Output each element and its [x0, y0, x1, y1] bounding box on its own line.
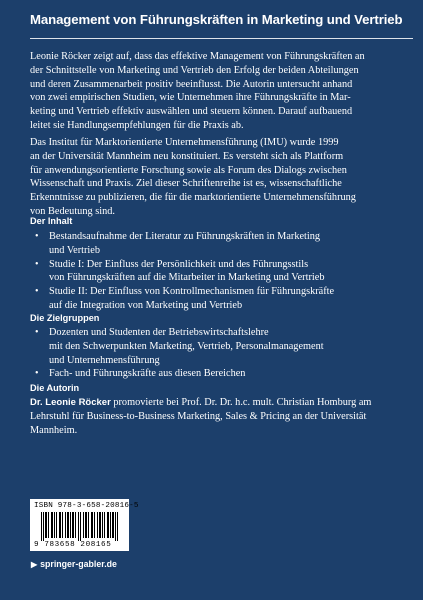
- bullet-icon: •: [35, 368, 39, 380]
- institute-line: Das Institut für Marktorientierte Unternehmensführung (IMU) wurde 1999: [30, 137, 339, 148]
- contents-heading: Der Inhalt: [30, 216, 73, 226]
- barcode-digits: 9 783658 208165: [34, 541, 112, 549]
- publisher-website[interactable]: [31, 559, 117, 569]
- author-heading: Die Autorin: [30, 383, 80, 393]
- list-item: • Studie II: Der Einfluss von Kontrollmechanismen für Führungskräfte auf die Integration von Marketing und Vertrieb: [35, 286, 335, 311]
- author-paragraph: [30, 396, 410, 437]
- intro-line: keting und Vertrieb effektiv auswählen und steuern können. Darauf aufbauend: [30, 106, 353, 118]
- author-line: Mannheim.: [30, 424, 78, 436]
- bullet-icon: •: [35, 327, 39, 338]
- institute-line: Erkenntnisse zu publizieren, die für die marktorientierte Unternehmensführung: [30, 192, 356, 204]
- institute-line: Wissenschaft und Praxis. Ziel dieser Schriftenreihe ist es, wissenschaftliche: [30, 178, 342, 190]
- author-line: Dr. Leonie Röcker promovierte bei Prof. Dr. Dr. h.c. mult. Christian Homburg am: [30, 397, 372, 408]
- bullet-icon: •: [35, 258, 39, 270]
- audience-list: [30, 326, 410, 381]
- list-item: • Studie I: Der Einfluss der Persönlichkeit und des Führungsstils von Führungskräften auf die Mitarbeiter in Marketing und Vertrieb: [35, 258, 325, 284]
- intro-line: leitet sie Handlungsempfehlungen für die Praxis ab.: [30, 119, 244, 131]
- intro-paragraph: [30, 50, 410, 133]
- contents-list: [30, 230, 410, 313]
- author-name: Dr. Leonie Röcker: [30, 397, 111, 408]
- bullet-icon: •: [35, 231, 39, 242]
- list-item: • Dozenten und Studenten der Betriebswirtschaftslehre mit den Schwerpunkten Marketing, Vertrieb, Personalmanagement und Unternehmensführung: [35, 327, 324, 366]
- intro-line: von zwei empirischen Studien, wie Unternehmen ihre Führungskräfte in Mar-: [30, 92, 351, 104]
- barcode-bars: [34, 512, 125, 541]
- author-line: Lehrstuhl für Business-to-Business Marketing, Sales & Pricing an der Universität: [30, 410, 367, 422]
- intro-line: und deren Zusammenarbeit positiv beeinflusst. Die Autorin untersucht anhand: [30, 78, 353, 90]
- book-title: Management von Führungskräften in Marketing und Vertrieb: [30, 12, 403, 27]
- isbn-text: ISBN 978-3-658-20816-5: [34, 502, 139, 510]
- institute-paragraph: [30, 136, 410, 219]
- list-item: • Bestandsaufnahme der Literatur zu Führungskräften in Marketing und Vertrieb: [35, 231, 321, 256]
- institute-line: für anwendungsorientierte Forschung sowie als Forum des Dialogs zwischen: [30, 164, 347, 176]
- intro-line: der Schnittstelle von Marketing und Vertrieb den Erfolg der beiden Abteilungen: [30, 64, 359, 76]
- isbn-barcode: [30, 499, 139, 551]
- bullet-icon: •: [35, 286, 39, 298]
- institute-line: von Bedeutung sind.: [30, 205, 115, 217]
- audience-heading: Die Zielgruppen: [30, 313, 100, 323]
- list-item: • Fach- und Führungskräfte aus diesen Bereichen: [35, 368, 246, 380]
- website-text: springer-gabler.de: [40, 559, 117, 569]
- intro-line: Leonie Röcker zeigt auf, dass das effektive Management von Führungskräften an: [30, 51, 365, 62]
- title-divider: [30, 38, 413, 39]
- arrow-right-icon: ▶: [31, 560, 38, 569]
- institute-line: an der Universität Mannheim neu konstituiert. Es versteht sich als Plattform: [30, 150, 344, 162]
